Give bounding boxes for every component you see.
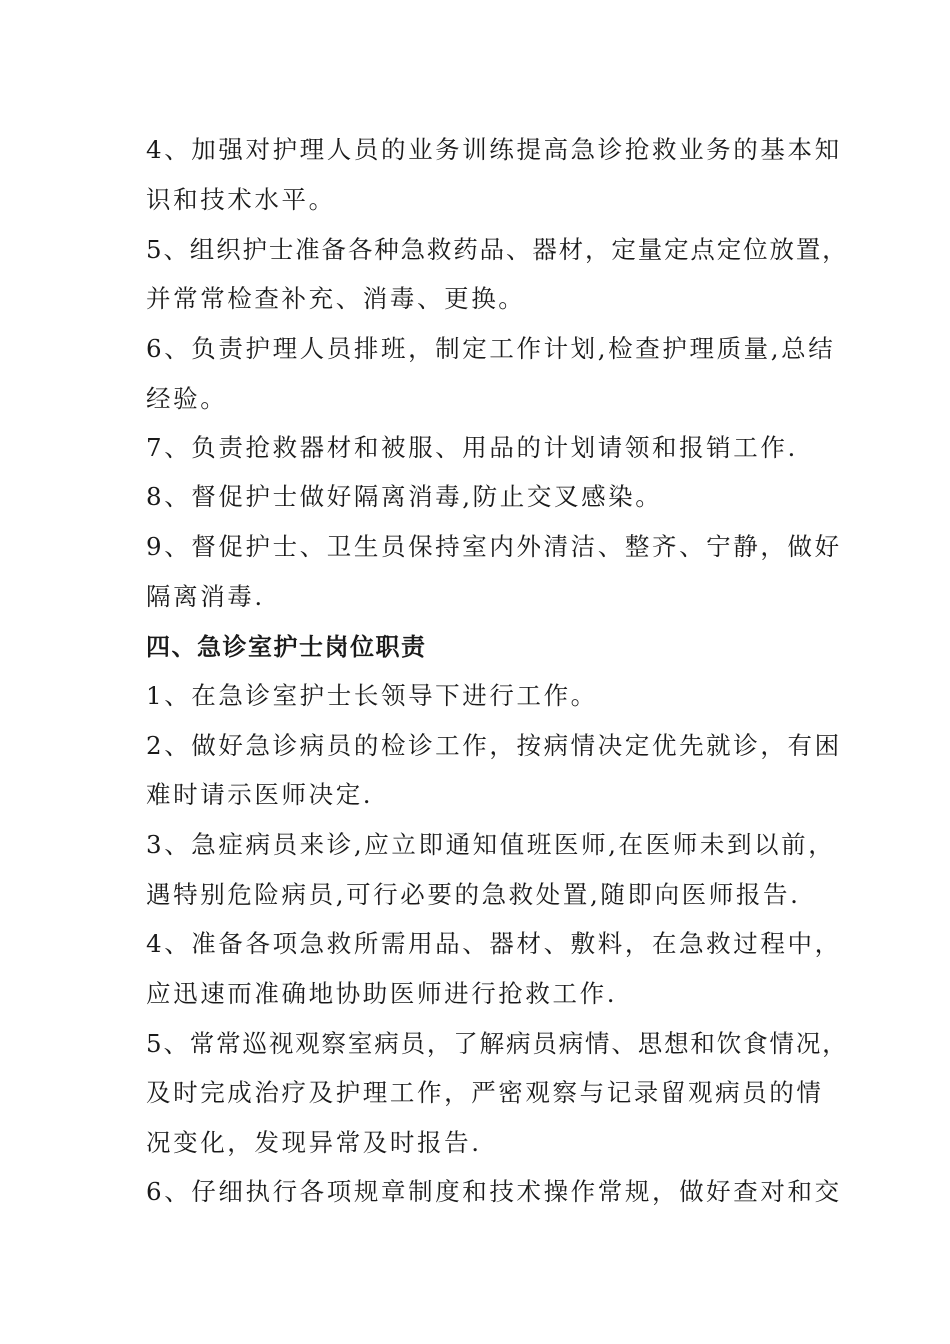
text-line: 经验。	[146, 384, 228, 413]
text-line: 8、督促护士做好隔离消毒,防止交叉感染。	[146, 482, 663, 511]
text-line: 遇特别危险病员,可行必要的急救处置,随即向医师报告.	[146, 880, 801, 909]
text-line: 9、督促护士、卫生员保持室内外清洁、整齐、宁静，做好	[146, 532, 842, 561]
text-line: 4、准备各项急救所需用品、器材、敷料，在急救过程中，	[146, 929, 842, 958]
text-line: 隔离消毒.	[146, 582, 265, 611]
text-line: 及时完成治疗及护理工作，严密观察与记录留观病员的情	[146, 1078, 824, 1107]
text-line: 并常常检查补充、消毒、更换。	[146, 284, 526, 313]
text-line: 6、负责护理人员排班，制定工作计划,检查护理质量,总结	[146, 334, 836, 363]
text-line: 应迅速而准确地协助医师进行抢救工作.	[146, 979, 618, 1008]
text-line: 7、负责抢救器材和被服、用品的计划请领和报销工作.	[146, 433, 798, 462]
text-line: 难时请示医师决定.	[146, 780, 374, 809]
text-line: 4、加强对护理人员的业务训练提高急诊抢救业务的基本知	[146, 135, 842, 164]
text-line: 5、常常巡视观察室病员，了解病员病情、思想和饮食情况，	[146, 1029, 849, 1058]
text-line: 1、在急诊室护士长领导下进行工作。	[146, 681, 598, 710]
text-line: 2、做好急诊病员的检诊工作，按病情决定优先就诊，有困	[146, 731, 842, 760]
text-line: 识和技术水平。	[146, 185, 336, 214]
text-line: 6、仔细执行各项规章制度和技术操作常规，做好查对和交	[146, 1177, 842, 1206]
text-line: 况变化，发现异常及时报告.	[146, 1128, 482, 1157]
text-line: 3、急症病员来诊,应立即通知值班医师,在医师未到以前，	[146, 830, 836, 859]
text-line: 5、组织护士准备各种急救药品、器材，定量定点定位放置，	[146, 235, 849, 264]
section-heading: 四、急诊室护士岗位职责	[146, 633, 427, 661]
